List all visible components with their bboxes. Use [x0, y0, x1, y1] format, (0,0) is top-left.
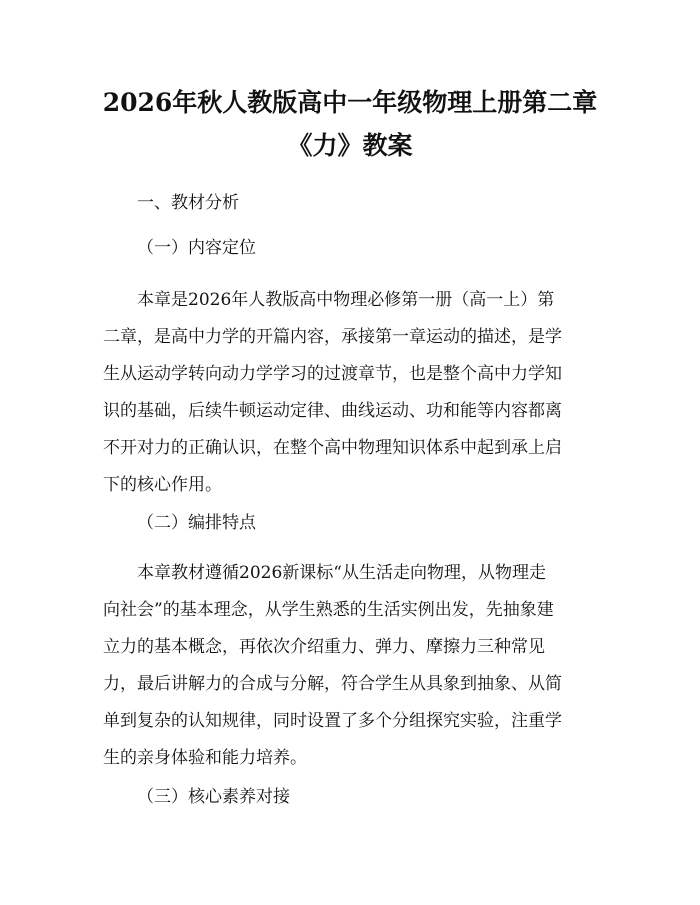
paragraph-line: 生从运动学转向动力学学习的过渡章节，也是整个高中力学知 — [103, 364, 562, 384]
paragraph-line: 立力的基本概念，再依次介绍重力、弹力、摩擦力三种常见 — [103, 637, 545, 657]
paragraph-line: 不开对力的正确认识，在整个高中物理知识体系中起到承上启 — [103, 438, 562, 458]
document-title-line-2: 《力》教案 — [287, 131, 413, 160]
paragraph-line: 本章是2026年人教版高中物理必修第一册（高一上）第 — [137, 290, 555, 310]
section-heading-textbook-analysis: 一、教材分析 — [137, 193, 239, 213]
paragraph-line: 生的亲身体验和能力培养。 — [103, 748, 307, 768]
paragraph-line: 本章教材遵循2026新课标“从生活走向物理，从物理走 — [137, 563, 546, 583]
paragraph-line: 二章，是高中力学的开篇内容，承接第一章运动的描述，是学 — [103, 327, 562, 347]
subsection-heading-core-competencies: （三）核心素养对接 — [137, 787, 290, 807]
subsection-heading-content-positioning: （一）内容定位 — [137, 238, 256, 258]
paragraph-line: 下的核心作用。 — [103, 475, 222, 495]
paragraph-line: 单到复杂的认知规律，同时设置了多个分组探究实验，注重学 — [103, 711, 562, 731]
document-title-line-1: 2026年秋人教版高中一年级物理上册第二章 — [102, 88, 598, 117]
subsection-heading-layout-features: （二）编排特点 — [137, 513, 256, 533]
paragraph-line: 向社会”的基本理念，从学生熟悉的生活实例出发，先抽象建 — [103, 600, 554, 620]
paragraph-content-positioning — [103, 282, 603, 504]
paragraph-line: 力，最后讲解力的合成与分解，符合学生从具象到抽象、从简 — [103, 674, 562, 694]
paragraph-layout-features — [103, 555, 603, 777]
paragraph-line: 识的基础，后续牛顿运动定律、曲线运动、功和能等内容都离 — [103, 401, 562, 421]
